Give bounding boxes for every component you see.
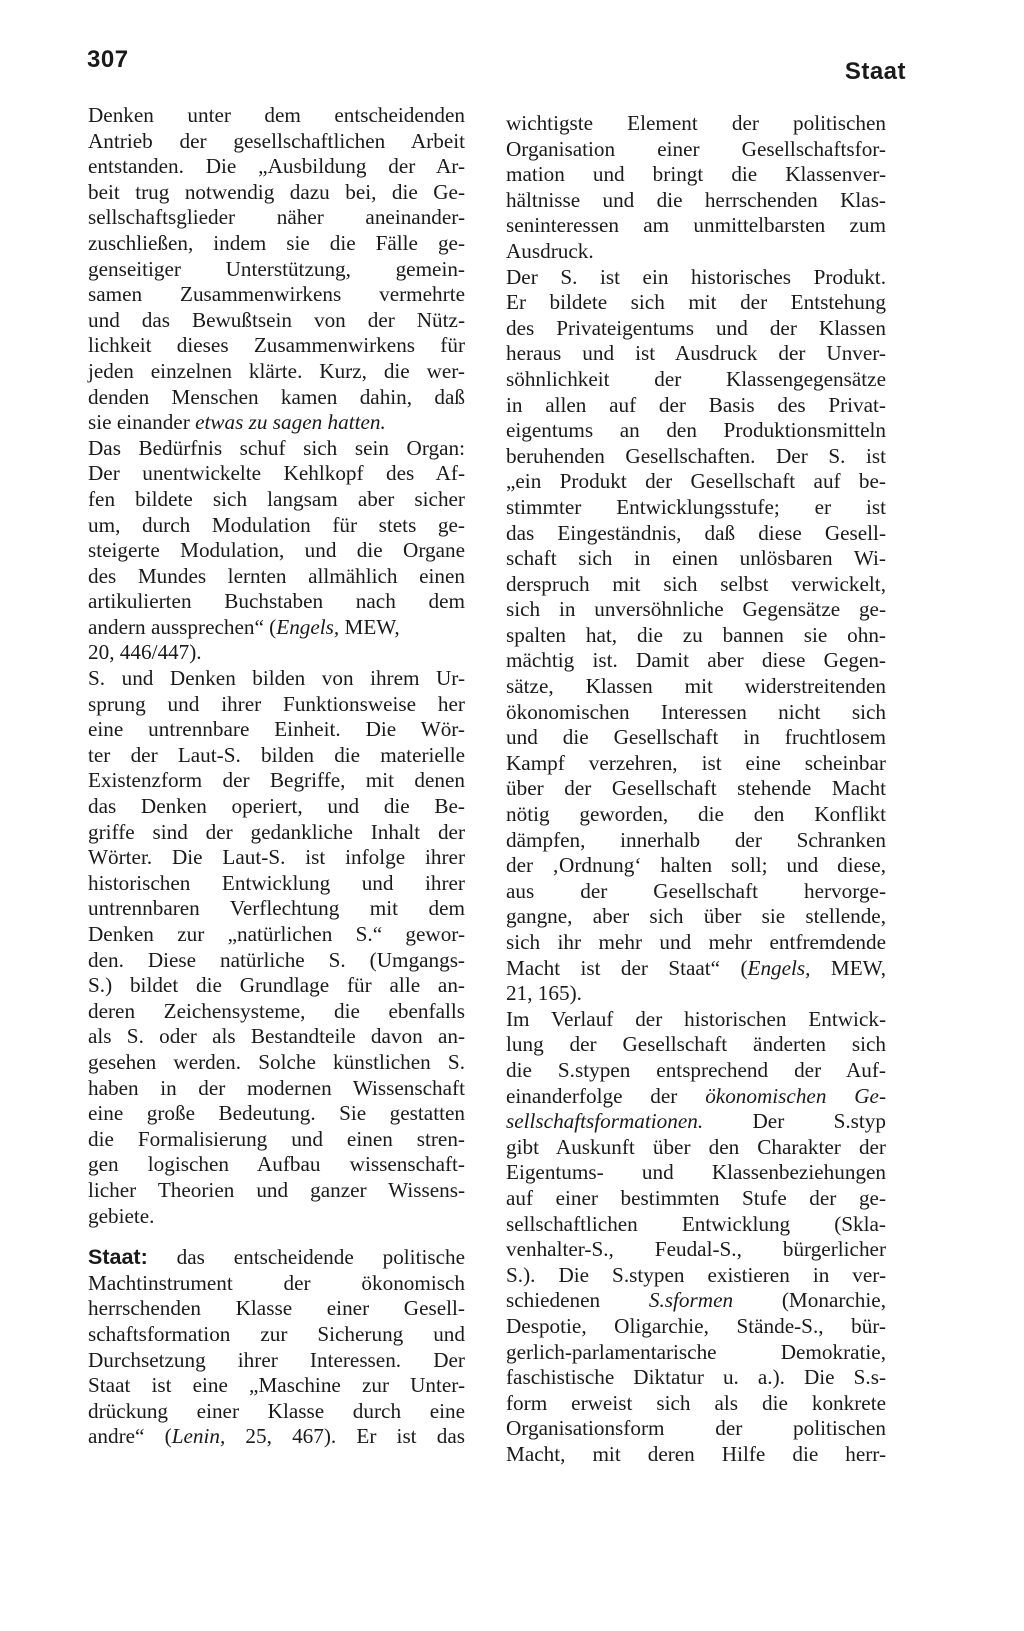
text-line: hältnisse und die herrschenden Klas- xyxy=(506,187,886,212)
author-citation: Engels, xyxy=(276,614,340,639)
emphasis-text: etwas zu sagen hatten. xyxy=(195,410,386,435)
text-run: einanderfolge der xyxy=(506,1083,706,1108)
text-line: des Privateigentums und der Klassen xyxy=(506,315,886,340)
text-line: venhalter-S., Feudal-S., bürgerlicher xyxy=(506,1237,886,1262)
text-run: Der S.styp xyxy=(703,1109,886,1134)
text-line: der ‚Ordnung‘ halten soll; und diese, xyxy=(506,853,886,878)
text-line: schaft sich in einen unlösbaren Wi- xyxy=(506,546,886,571)
text-line: Das Bedürfnis schuf sich sein Organ: xyxy=(88,435,465,460)
text-line: sellschaftsglieder näher aneinander- xyxy=(88,205,465,230)
text-line: über der Gesellschaft stehende Macht xyxy=(506,776,886,801)
text-line: ökonomischen Interessen nicht sich xyxy=(506,699,886,724)
text-line: steigerte Modulation, und die Organe xyxy=(88,538,465,563)
text-line: Despotie, Oligarchie, Stände-S., bür- xyxy=(506,1313,886,1338)
text-line: den. Diese natürliche S. (Umgangs- xyxy=(88,947,465,972)
text-line xyxy=(88,410,465,436)
text-line: „ein Produkt der Gesellschaft auf be- xyxy=(506,469,886,494)
text-line: und das Bewußtsein von der Nütz- xyxy=(88,307,465,332)
text-line: wichtigste Element der politischen xyxy=(506,111,886,135)
text-line: dämpfen, innerhalb der Schranken xyxy=(506,827,886,852)
text-run: 25, 467). Er ist das xyxy=(225,1424,465,1449)
text-line: S. und Denken bilden von ihrem Ur- xyxy=(88,666,465,691)
text-run: andre“ ( xyxy=(88,1424,172,1449)
text-line: eine untrennbare Einheit. Die Wör- xyxy=(88,717,465,742)
text-line: mächtig ist. Damit aber diese Gegen- xyxy=(506,648,886,673)
text-line: artikulierten Buchstaben nach dem xyxy=(88,589,465,614)
text-line: das Denken operiert, und die Be- xyxy=(88,794,465,819)
text-line: gebiete. xyxy=(88,1203,155,1228)
text-run: MEW, xyxy=(810,955,886,980)
text-line: heraus und ist Ausdruck der Unver- xyxy=(506,341,886,366)
paragraph xyxy=(506,265,886,1007)
page-number: 307 xyxy=(87,46,129,73)
text-line: auf einer bestimmten Stufe der ge- xyxy=(506,1185,886,1210)
text-run: sie einander xyxy=(88,410,196,435)
text-line: gangne, aber sich über sie stellende, xyxy=(506,904,886,929)
text-line: Staat ist eine „Maschine zur Unter- xyxy=(88,1373,465,1398)
text-line: Ausdruck. xyxy=(506,238,594,263)
text-run: Macht ist der Staat“ ( xyxy=(506,955,748,980)
emphasis-text: sellschaftsformationen. xyxy=(506,1109,704,1134)
text-line: untrennbaren Verflechtung mit dem xyxy=(88,896,465,921)
text-line: Denken unter dem entscheidenden xyxy=(88,103,465,127)
text-line: 20, 446/447). xyxy=(88,640,202,665)
text-line: gerlich-parlamentarische Demokratie, xyxy=(506,1339,886,1364)
text-line: spalten hat, die zu bannen sie ohn- xyxy=(506,622,886,647)
text-line: eigentums an den Produktionsmitteln xyxy=(506,418,886,443)
text-line: haben in der modernen Wissenschaft xyxy=(88,1075,465,1100)
text-line: jeden einzelnen klärte. Kurz, die wer- xyxy=(88,358,465,383)
text-line: söhnlichkeit der Klassengegensätze xyxy=(506,366,886,391)
text-run: das entscheidende politische xyxy=(147,1245,465,1270)
running-head: Staat xyxy=(844,58,906,85)
text-line: Denken zur „natürlichen S.“ gewor- xyxy=(88,922,465,946)
text-run: (Monarchie, xyxy=(733,1288,886,1313)
text-line: zuschließen, indem sie die Fälle ge- xyxy=(88,230,465,255)
paragraph xyxy=(506,111,886,265)
text-line: das Eingeständnis, daß diese Gesell- xyxy=(506,520,886,545)
entry-staat xyxy=(88,1245,465,1450)
text-line xyxy=(88,615,465,641)
text-line: S.). Die S.stypen existieren in ver- xyxy=(506,1262,886,1287)
text-run: schiedenen xyxy=(506,1288,649,1313)
text-line: Organisation einer Gesellschaftsfor- xyxy=(506,136,886,161)
text-line: um, durch Modulation für stets ge- xyxy=(88,512,465,537)
text-line: derspruch mit sich selbst verwickelt, xyxy=(506,571,886,596)
text-line xyxy=(506,1109,886,1135)
text-line: S.) bildet die Grundlage für alle an- xyxy=(88,973,465,998)
text-line: Kampf verzehren, ist eine scheinbar xyxy=(506,750,886,775)
text-line: lung der Gesellschaft änderten sich xyxy=(506,1032,886,1057)
text-line: Machtinstrument der ökonomisch xyxy=(88,1270,465,1295)
text-line: mation und bringt die Klassenver- xyxy=(506,162,886,187)
text-line: in allen auf der Basis des Privat- xyxy=(506,392,886,417)
text-line: faschistische Diktatur u. a.). Die S.s- xyxy=(506,1365,886,1390)
text-line: Er bildete sich mit der Entstehung xyxy=(506,290,886,315)
text-line: eine große Bedeutung. Sie gestatten xyxy=(88,1101,465,1126)
text-line: sellschaftlichen Entwicklung (Skla- xyxy=(506,1211,886,1236)
text-line: des Mundes lernten allmählich einen xyxy=(88,563,465,588)
text-run: MEW, xyxy=(339,614,400,639)
text-line xyxy=(506,1084,886,1110)
text-line: 21, 165). xyxy=(506,981,582,1006)
right-column xyxy=(506,111,886,1467)
text-line: Der S. ist ein historisches Produkt. xyxy=(506,264,886,289)
text-line xyxy=(506,956,886,982)
text-line xyxy=(506,1288,886,1314)
text-line: schaftsformation zur Sicherung und xyxy=(88,1321,465,1346)
text-line: Durchsetzung ihrer Interessen. Der xyxy=(88,1347,465,1372)
entry-separator xyxy=(88,1229,465,1245)
text-line: sätze, Klassen mit widerstreitenden xyxy=(506,674,886,699)
text-line: beruhenden Gesellschaften. Der S. ist xyxy=(506,443,886,468)
emphasis-text: S.sformen xyxy=(648,1288,734,1313)
text-line: aus der Gesellschaft hervorge- xyxy=(506,878,886,903)
text-line: deren Zeichensysteme, die ebenfalls xyxy=(88,998,465,1023)
text-line: fen bildete sich langsam aber sicher xyxy=(88,486,465,511)
text-line: Macht, mit deren Hilfe die herr- xyxy=(506,1441,886,1466)
text-line: seninteressen am unmittelbarsten zum xyxy=(506,213,886,238)
author-citation: Lenin, xyxy=(171,1424,226,1449)
text-line: Der unentwickelte Kehlkopf des Af- xyxy=(88,461,465,486)
text-line: gibt Auskunft über den Charakter der xyxy=(506,1134,886,1159)
text-line: Wörter. Die Laut-S. ist infolge ihrer xyxy=(88,845,465,870)
text-line: und die Gesellschaft in fruchtlosem xyxy=(506,725,886,750)
text-line xyxy=(88,1245,465,1271)
text-line: Existenzform der Begriffe, mit denen xyxy=(88,768,465,793)
text-line: drückung einer Klasse durch eine xyxy=(88,1398,465,1423)
text-line: als S. oder als Bestandteile davon an- xyxy=(88,1024,465,1049)
paragraph xyxy=(506,1007,886,1468)
text-line: licher Theorien und ganzer Wissens- xyxy=(88,1177,465,1202)
text-line xyxy=(88,1424,465,1450)
text-line: historischen Entwicklung und ihrer xyxy=(88,870,465,895)
entry-headword: Staat: xyxy=(88,1245,148,1270)
text-line: ter der Laut-S. bilden die materielle xyxy=(88,742,465,767)
text-line: form erweist sich als die konkrete xyxy=(506,1390,886,1415)
text-line: nötig geworden, die den Konflikt xyxy=(506,802,886,827)
text-line: herrschenden Klasse einer Gesell- xyxy=(88,1296,465,1321)
paragraph xyxy=(88,103,465,666)
text-line: Im Verlauf der historischen Entwick- xyxy=(506,1006,886,1031)
text-line: lichkeit dieses Zusammenwirkens für xyxy=(88,333,465,358)
text-line: Eigentums- und Klassenbeziehungen xyxy=(506,1160,886,1185)
text-line: entstanden. Die „Ausbildung der Ar- xyxy=(88,154,465,179)
text-line: griffe sind der gedankliche Inhalt der xyxy=(88,819,465,844)
text-line: Organisationsform der politischen xyxy=(506,1416,886,1441)
emphasis-text: ökonomischen Ge- xyxy=(705,1083,887,1108)
text-line: die S.stypen entsprechend der Auf- xyxy=(506,1057,886,1082)
author-citation: Engels, xyxy=(747,955,811,980)
text-line: stimmter Entwicklungsstufe; er ist xyxy=(506,494,886,519)
text-line: sprung und ihrer Funktionsweise her xyxy=(88,691,465,716)
text-line: sich in unversöhnliche Gegensätze ge- xyxy=(506,597,886,622)
left-column xyxy=(88,103,465,1450)
text-line: beit trug notwendig dazu bei, die Ge- xyxy=(88,179,465,204)
text-line: die Formalisierung und einen stren- xyxy=(88,1126,465,1151)
paragraph xyxy=(88,666,465,1229)
text-line: samen Zusammenwirkens vermehrte xyxy=(88,282,465,307)
text-line: gesehen werden. Solche künstlichen S. xyxy=(88,1049,465,1074)
text-line: genseitiger Unterstützung, gemein- xyxy=(88,256,465,281)
text-line: gen logischen Aufbau wissenschaft- xyxy=(88,1152,465,1177)
text-line: Antrieb der gesellschaftlichen Arbeit xyxy=(88,128,465,153)
text-run: andern aussprechen“ ( xyxy=(88,614,277,639)
text-line: denden Menschen kamen dahin, daß xyxy=(88,384,465,409)
text-line: sich ihr mehr und mehr entfremdende xyxy=(506,930,886,954)
